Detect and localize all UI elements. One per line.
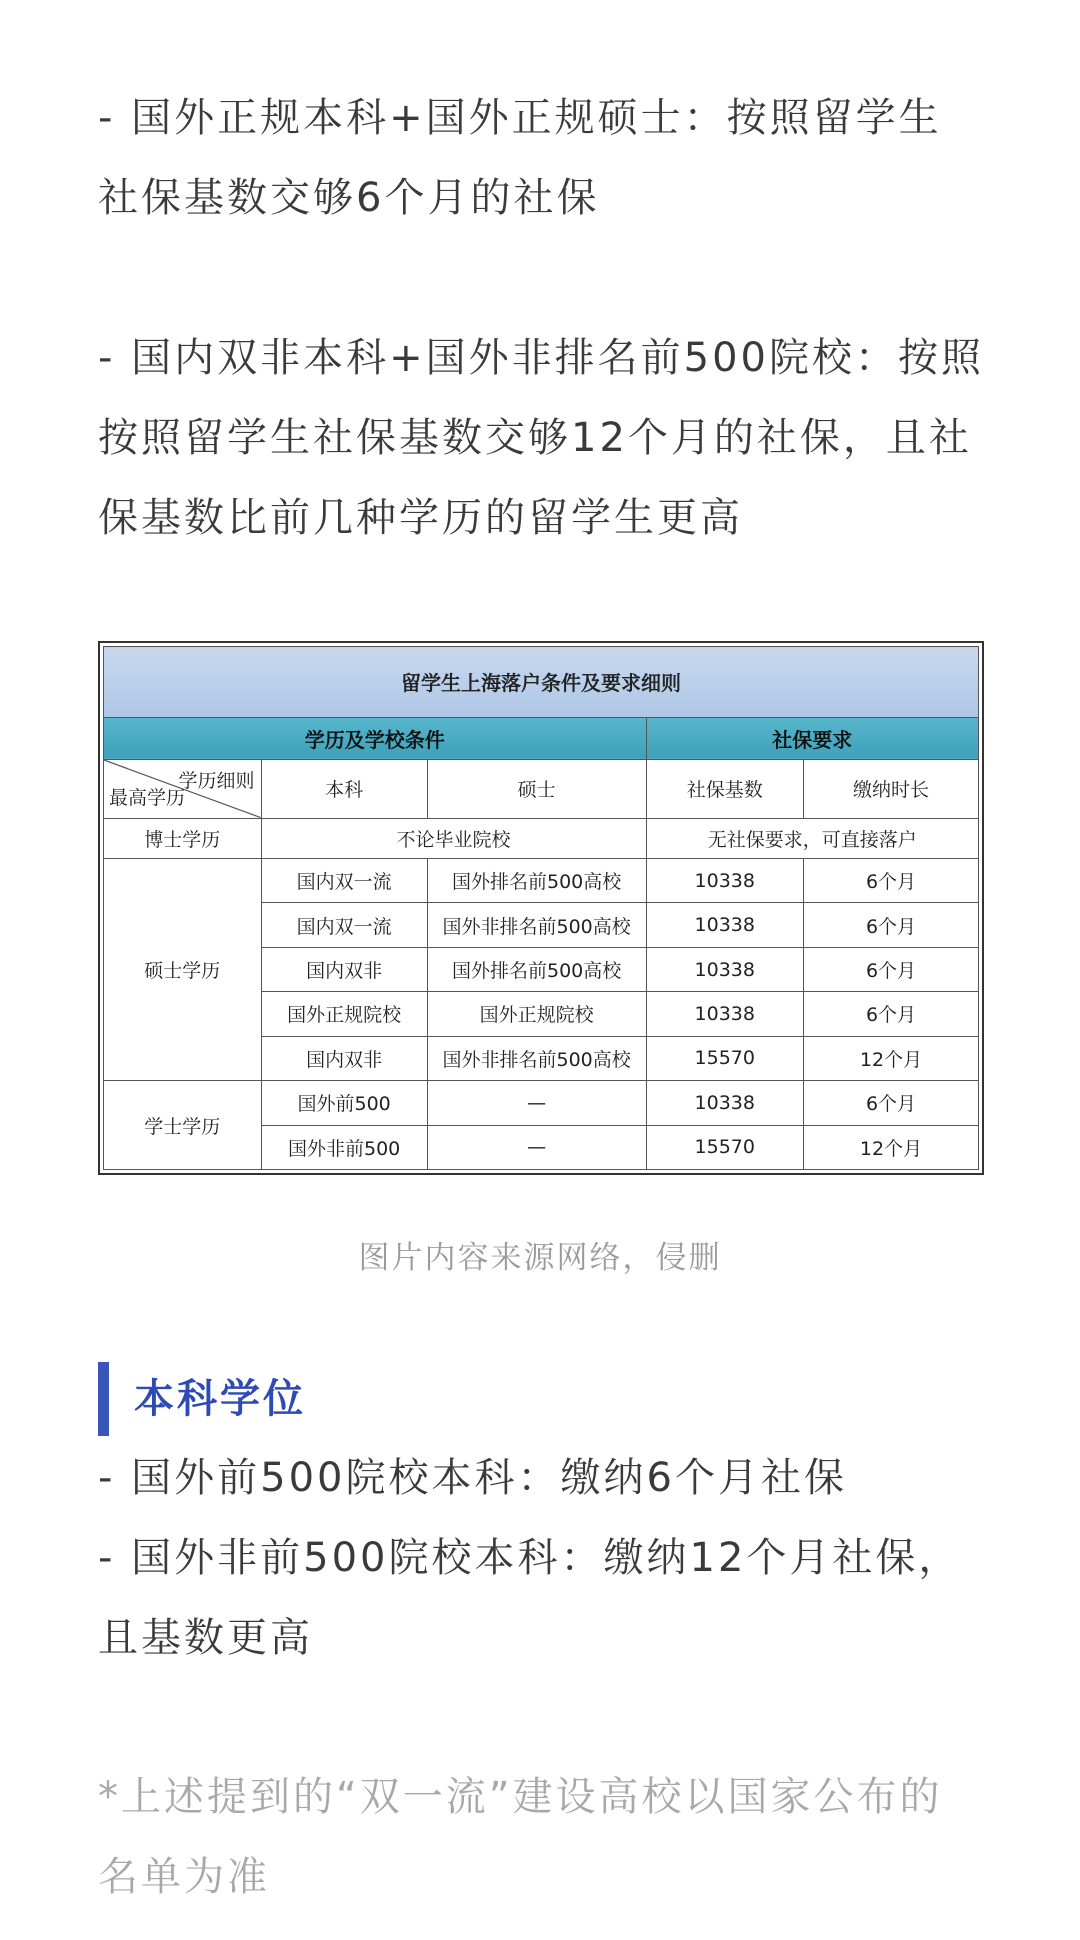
cell-ss-base: 15570 [646,1125,804,1169]
image-caption: 图片内容来源网络，侵删 [358,1240,722,1276]
bachelor-item-non-top500: - 国外非前500院校本科：缴纳12个月社保，且基数更高 [98,1535,962,1661]
table-row [104,858,979,902]
cell-masters: 国外正规院校 [427,992,646,1036]
col-header-undergrad: 本科 [261,760,427,819]
cell-duration: 12个月 [804,1036,979,1080]
cell-undergrad: 国内双一流 [261,903,427,947]
cell-undergrad: 国内双一流 [261,858,427,902]
diagonal-header-cell [104,760,262,819]
footnote: *上述提到的“双一流”建设高校以国家公布的名单为准 [98,1774,943,1900]
phd-school-cell: 不论毕业院校 [261,818,646,858]
cell-ss-base: 15570 [646,1036,804,1080]
diag-top-label: 学历细则 [178,770,255,793]
cell-masters: — [427,1125,646,1169]
cell-duration: 6个月 [804,858,979,902]
cell-undergrad: 国内双非 [261,1036,427,1080]
cell-masters: 国外排名前500高校 [427,947,646,991]
paragraph-foreign-masters: - 国外正规本科+国外正规硕士：按照留学生社保基数交够6个月的社保 [98,95,942,221]
cell-ss-base: 10338 [646,903,804,947]
heading-accent-bar [98,1362,109,1436]
cell-undergrad: 国外前500 [261,1081,427,1125]
cell-undergrad: 国内双非 [261,947,427,991]
cell-undergrad: 国外非前500 [261,1125,427,1169]
cell-duration: 6个月 [804,992,979,1036]
header-social-security: 社保要求 [646,717,979,759]
row-label-phd: 博士学历 [104,818,262,858]
table-row [104,1081,979,1125]
section-heading [98,1362,698,1436]
cell-ss-base: 10338 [646,947,804,991]
header-education: 学历及学校条件 [104,717,647,759]
table-title: 留学生上海落户条件及要求细则 [104,647,979,718]
cell-masters: 国外非排名前500高校 [427,903,646,947]
cell-undergrad: 国外正规院校 [261,992,427,1036]
cell-ss-base: 10338 [646,858,804,902]
paragraph-domestic-nondual: - 国内双非本科+国外非排名前500院校：按照按照留学生社保基数交够12个月的社保，且社保基数比前几种学历的留学生更高 [98,335,985,541]
table-column-header-row [104,760,979,819]
col-header-duration: 缴纳时长 [804,760,979,819]
row-label-masters: 硕士学历 [104,858,262,1080]
policy-table-image [98,641,984,1175]
cell-masters: — [427,1081,646,1125]
diag-bottom-label: 最高学历 [109,786,186,809]
col-header-masters: 硕士 [427,760,646,819]
cell-duration: 6个月 [804,1081,979,1125]
section-heading-text: 本科学位 [134,1376,306,1422]
cell-masters: 国外非排名前500高校 [427,1036,646,1080]
policy-table [103,646,979,1170]
cell-duration: 6个月 [804,947,979,991]
table-title-row [104,647,979,718]
bachelor-item-top500: - 国外前500院校本科：缴纳6个月社保 [98,1455,847,1501]
cell-ss-base: 10338 [646,992,804,1036]
cell-masters: 国外排名前500高校 [427,858,646,902]
cell-duration: 12个月 [804,1125,979,1169]
col-header-ss-base: 社保基数 [646,760,804,819]
cell-duration: 6个月 [804,903,979,947]
cell-ss-base: 10338 [646,1081,804,1125]
phd-ss-cell: 无社保要求，可直接落户 [646,818,979,858]
table-row-phd [104,818,979,858]
row-label-bachelor: 学士学历 [104,1081,262,1170]
table-group-header-row [104,717,979,759]
